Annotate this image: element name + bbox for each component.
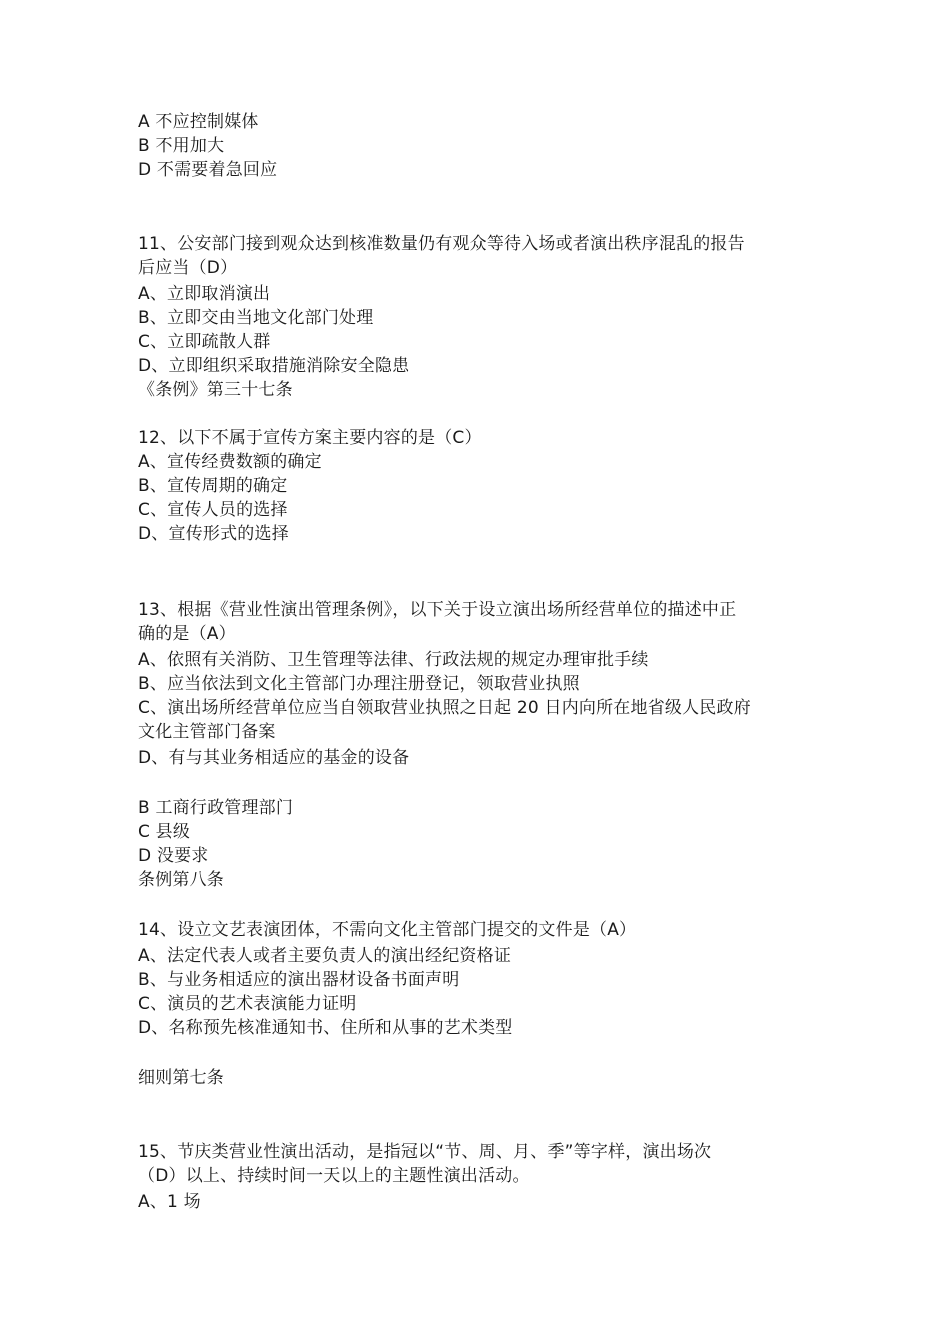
question-15-option: A、1 场 xyxy=(138,1192,201,1212)
question-14-option: D、名称预先核准通知书、住所和从事的艺术类型 xyxy=(138,1018,513,1038)
question-15-stem: 15、节庆类营业性演出活动，是指冠以“节、周、月、季”等字样，演出场次 xyxy=(138,1142,712,1162)
question-11-reference: 《条例》第三十七条 xyxy=(138,380,293,400)
question-11-option: C、立即疏散人群 xyxy=(138,332,271,352)
text-line: B 工商行政管理部门 xyxy=(138,798,294,818)
question-12-stem: 12、以下不属于宣传方案主要内容的是（C） xyxy=(138,428,482,448)
text-line: B 不用加大 xyxy=(138,136,225,156)
text-line: C 县级 xyxy=(138,822,191,842)
question-14-option: B、与业务相适应的演出器材设备书面声明 xyxy=(138,970,460,990)
question-11-stem: 11、公安部门接到观众达到核准数量仍有观众等待入场或者演出秩序混乱的报告 xyxy=(138,234,745,254)
question-13-option: D、有与其业务相适应的基金的设备 xyxy=(138,748,410,768)
question-13-option: 文化主管部门备案 xyxy=(138,722,276,742)
question-11-option: D、立即组织采取措施消除安全隐患 xyxy=(138,356,410,376)
question-11-stem: 后应当（D） xyxy=(138,258,238,278)
question-14-option: A、法定代表人或者主要负责人的演出经纪资格证 xyxy=(138,946,512,966)
question-13-option: C、演出场所经营单位应当自领取营业执照之日起 20 日内向所在地省级人民政府 xyxy=(138,698,751,718)
question-11-option: B、立即交由当地文化部门处理 xyxy=(138,308,374,328)
question-14-reference: 细则第七条 xyxy=(138,1068,224,1088)
question-13-option: B、应当依法到文化主管部门办理注册登记，领取营业执照 xyxy=(138,674,580,694)
question-11-option: A、立即取消演出 xyxy=(138,284,271,304)
question-13-stem: 13、根据《营业性演出管理条例》，以下关于设立演出场所经营单位的描述中正 xyxy=(138,600,737,620)
reference-line: 条例第八条 xyxy=(138,870,224,890)
question-12-option: B、宣传周期的确定 xyxy=(138,476,288,496)
question-13-option: A、依照有关消防、卫生管理等法律、行政法规的规定办理审批手续 xyxy=(138,650,649,670)
question-12-option: D、宣传形式的选择 xyxy=(138,524,289,544)
question-12-option: C、宣传人员的选择 xyxy=(138,500,288,520)
question-14-stem: 14、设立文艺表演团体，不需向文化主管部门提交的文件是（A） xyxy=(138,920,637,940)
text-line: D 没要求 xyxy=(138,846,209,866)
text-line: D 不需要着急回应 xyxy=(138,160,278,180)
question-14-option: C、演员的艺术表演能力证明 xyxy=(138,994,357,1014)
question-12-option: A、宣传经费数额的确定 xyxy=(138,452,322,472)
question-13-stem: 确的是（A） xyxy=(138,624,236,644)
text-line: A 不应控制媒体 xyxy=(138,112,259,132)
question-15-stem: （D）以上、持续时间一天以上的主题性演出活动。 xyxy=(138,1166,530,1186)
